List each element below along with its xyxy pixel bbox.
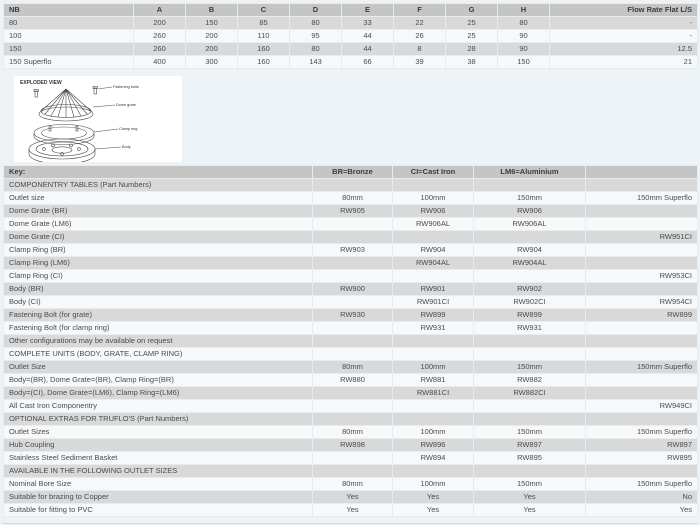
label-body: Body: [122, 145, 131, 149]
table-cell: 28: [446, 43, 498, 56]
table-cell: 150mm: [474, 361, 586, 374]
table-cell: COMPONENTRY TABLES (Part Numbers): [4, 179, 313, 192]
table-cell: Suitable for brazing to Copper: [4, 491, 313, 504]
table-cell: RW906: [393, 205, 474, 218]
exploded-view-title: EXPLODED VIEW: [20, 80, 62, 86]
table-cell: 150: [4, 43, 134, 56]
table-row: [4, 348, 698, 361]
table-cell: Suitable for fitting to PVC: [4, 504, 313, 517]
table-cell: 200: [134, 17, 186, 30]
table-row: [4, 270, 698, 283]
table-cell: RW903: [313, 244, 393, 257]
table-cell: RW881: [393, 374, 474, 387]
table-cell: RW902: [474, 283, 586, 296]
table-cell: RW882CI: [474, 387, 586, 400]
table-cell: [393, 400, 474, 413]
table-cell: [313, 452, 393, 465]
table-cell: Stainless Steel Sediment Basket: [4, 452, 313, 465]
table-cell: 200: [186, 43, 238, 56]
column-header: NB: [4, 4, 134, 17]
table-row: [4, 465, 698, 478]
table-cell: [313, 465, 393, 478]
table-cell: Outlet size: [4, 192, 313, 205]
table-cell: Yes: [313, 504, 393, 517]
table-cell: 100mm: [393, 478, 474, 491]
table-cell: 66: [342, 56, 394, 69]
table-row: [4, 218, 698, 231]
table-cell: 400: [134, 56, 186, 69]
table-cell: RW949CI: [586, 400, 698, 413]
table-row: [4, 309, 698, 322]
table-cell: RW897: [586, 439, 698, 452]
table-cell: 90: [498, 30, 550, 43]
table-cell: 150: [186, 17, 238, 30]
table-cell: Clamp Ring (LM6): [4, 257, 313, 270]
table-cell: RW931: [393, 322, 474, 335]
table-cell: 150mm: [474, 192, 586, 205]
table-cell: [586, 283, 698, 296]
table-cell: [586, 465, 698, 478]
table-cell: Yes: [313, 491, 393, 504]
table-cell: 150: [498, 56, 550, 69]
table-cell: RW899: [393, 309, 474, 322]
table-cell: [474, 348, 586, 361]
exploded-view-drawing: [14, 76, 182, 162]
table-cell: Body (BR): [4, 283, 313, 296]
table-cell: RW951CI: [586, 231, 698, 244]
table-row: [4, 322, 698, 335]
table-row: [4, 413, 698, 426]
table-cell: 100mm: [393, 192, 474, 205]
table-cell: 33: [342, 17, 394, 30]
table-cell: RW953CI: [586, 270, 698, 283]
table-cell: [586, 257, 698, 270]
table-cell: RW904: [393, 244, 474, 257]
table-cell: 160: [238, 56, 290, 69]
table-cell: Dome Grate (BR): [4, 205, 313, 218]
table-cell: 150mm Superflo: [586, 426, 698, 439]
table-cell: [393, 465, 474, 478]
key-header-row: [4, 166, 698, 179]
table-cell: [313, 348, 393, 361]
table-cell: Yes: [393, 504, 474, 517]
table-row: [4, 43, 698, 56]
table-cell: 44: [342, 30, 394, 43]
table-cell: Clamp Ring (CI): [4, 270, 313, 283]
table-cell: 25: [446, 30, 498, 43]
dimension-header-row: [4, 4, 698, 17]
table-cell: [313, 387, 393, 400]
table-cell: [586, 322, 698, 335]
table-cell: Nominal Bore Size: [4, 478, 313, 491]
table-cell: Body (CI): [4, 296, 313, 309]
table-cell: Fastening Bolt (for clamp ring): [4, 322, 313, 335]
table-cell: No: [586, 491, 698, 504]
table-cell: RW900: [313, 283, 393, 296]
table-cell: Yes: [474, 504, 586, 517]
table-cell: [313, 179, 393, 192]
label-clamp-ring: Clamp ring: [119, 127, 138, 131]
table-cell: 80mm: [313, 478, 393, 491]
table-cell: Body=(BR), Dome Grate=(BR), Clamp Ring=(BR): [4, 374, 313, 387]
table-cell: RW895: [586, 452, 698, 465]
table-cell: 38: [446, 56, 498, 69]
table-cell: 150mm Superflo: [586, 361, 698, 374]
table-cell: Yes: [474, 491, 586, 504]
column-header: C: [238, 4, 290, 17]
table-cell: [313, 270, 393, 283]
table-row: [4, 387, 698, 400]
table-row: [4, 452, 698, 465]
column-header: [586, 166, 698, 179]
table-cell: 150mm: [474, 426, 586, 439]
table-cell: 80: [290, 17, 342, 30]
table-cell: [586, 179, 698, 192]
table-cell: RW904AL: [474, 257, 586, 270]
table-cell: [586, 244, 698, 257]
column-header: H: [498, 4, 550, 17]
column-header: LM6=Aluminium: [474, 166, 586, 179]
column-header: CI=Cast Iron: [393, 166, 474, 179]
table-cell: RW930: [313, 309, 393, 322]
table-cell: Yes: [393, 491, 474, 504]
table-cell: [474, 179, 586, 192]
table-row: [4, 179, 698, 192]
table-cell: 22: [394, 17, 446, 30]
table-cell: 260: [134, 30, 186, 43]
table-cell: [393, 270, 474, 283]
table-cell: 160: [238, 43, 290, 56]
table-row: [4, 244, 698, 257]
table-row: [4, 400, 698, 413]
table-cell: RW898: [313, 439, 393, 452]
table-cell: 95: [290, 30, 342, 43]
column-header: G: [446, 4, 498, 17]
table-cell: RW906AL: [474, 218, 586, 231]
table-cell: [313, 296, 393, 309]
table-row: [4, 426, 698, 439]
table-cell: RW880: [313, 374, 393, 387]
table-row: [4, 478, 698, 491]
column-header: D: [290, 4, 342, 17]
table-row: [4, 231, 698, 244]
table-cell: RW906AL: [393, 218, 474, 231]
table-cell: All Cast Iron Componentry: [4, 400, 313, 413]
table-row: [4, 283, 698, 296]
exploded-view-figure: [14, 76, 182, 162]
table-cell: Other configurations may be available on request: [4, 335, 313, 348]
label-fastening-bolts: Fastening bolts: [113, 85, 139, 89]
table-cell: Yes: [586, 504, 698, 517]
table-cell: RW901: [393, 283, 474, 296]
table-cell: 150mm: [474, 478, 586, 491]
table-cell: RW931: [474, 322, 586, 335]
table-cell: AVAILABLE IN THE FOLLOWING OUTLET SIZES: [4, 465, 313, 478]
table-cell: 260: [134, 43, 186, 56]
table-cell: RW904: [474, 244, 586, 257]
table-row: [4, 374, 698, 387]
table-cell: Body=(CI), Dome Grate=(LM6), Clamp Ring=(LM6): [4, 387, 313, 400]
table-cell: 80mm: [313, 426, 393, 439]
table-cell: 80: [498, 17, 550, 30]
dome-grate-icon: [39, 89, 93, 121]
table-cell: 100: [4, 30, 134, 43]
label-dome-grate: Dome grate: [116, 103, 136, 107]
table-cell: [474, 400, 586, 413]
leader-lines: [93, 87, 121, 149]
table-cell: RW902CI: [474, 296, 586, 309]
table-cell: RW906: [474, 205, 586, 218]
table-cell: [393, 335, 474, 348]
table-cell: [586, 205, 698, 218]
table-row: [4, 30, 698, 43]
table-cell: 12.5: [550, 43, 698, 56]
table-row: [4, 504, 698, 517]
table-cell: [393, 179, 474, 192]
table-cell: COMPLETE UNITS (BODY, GRATE, CLAMP RING): [4, 348, 313, 361]
table-cell: RW897: [474, 439, 586, 452]
table-row: [4, 205, 698, 218]
table-cell: [474, 413, 586, 426]
table-cell: OPTIONAL EXTRAS FOR TRUFLO'S (Part Numbers): [4, 413, 313, 426]
table-cell: 8: [394, 43, 446, 56]
table-row: [4, 257, 698, 270]
table-cell: 21: [550, 56, 698, 69]
clamp-ring-icon: [34, 125, 94, 145]
table-cell: Fastening Bolt (for grate): [4, 309, 313, 322]
key-table: [3, 165, 698, 517]
column-header: Flow Rate Flat L/S: [550, 4, 698, 17]
table-cell: 80mm: [313, 361, 393, 374]
table-cell: RW895: [474, 452, 586, 465]
table-cell: [393, 231, 474, 244]
table-cell: Outlet Size: [4, 361, 313, 374]
table-row: [4, 439, 698, 452]
table-cell: 200: [186, 30, 238, 43]
table-cell: 150mm Superflo: [586, 192, 698, 205]
table-row: [4, 335, 698, 348]
table-cell: [586, 218, 698, 231]
table-cell: [393, 348, 474, 361]
table-cell: 80mm: [313, 192, 393, 205]
table-cell: RW899: [474, 309, 586, 322]
table-cell: 100mm: [393, 426, 474, 439]
table-cell: [393, 413, 474, 426]
table-cell: 110: [238, 30, 290, 43]
table-cell: 143: [290, 56, 342, 69]
table-row: [4, 56, 698, 69]
table-cell: [586, 348, 698, 361]
table-cell: -: [550, 17, 698, 30]
table-cell: Hub Coupling: [4, 439, 313, 452]
table-row: [4, 296, 698, 309]
table-row: [4, 491, 698, 504]
table-cell: 300: [186, 56, 238, 69]
table-cell: RW905: [313, 205, 393, 218]
table-cell: [313, 218, 393, 231]
table-cell: RW904AL: [393, 257, 474, 270]
table-cell: [313, 413, 393, 426]
table-cell: [474, 231, 586, 244]
table-cell: [474, 270, 586, 283]
table-cell: [474, 465, 586, 478]
table-cell: RW954CI: [586, 296, 698, 309]
dimension-table: [3, 3, 698, 69]
body-icon: [29, 139, 95, 162]
table-cell: [586, 335, 698, 348]
table-cell: [586, 413, 698, 426]
column-header: A: [134, 4, 186, 17]
table-cell: 85: [238, 17, 290, 30]
table-cell: Dome Grate (LM6): [4, 218, 313, 231]
table-row: [4, 192, 698, 205]
table-cell: RW896: [393, 439, 474, 452]
table-cell: Clamp Ring (BR): [4, 244, 313, 257]
table-cell: 90: [498, 43, 550, 56]
table-cell: 39: [394, 56, 446, 69]
table-cell: 44: [342, 43, 394, 56]
table-cell: [313, 335, 393, 348]
table-cell: [313, 231, 393, 244]
table-cell: [313, 322, 393, 335]
column-header: E: [342, 4, 394, 17]
bottom-divider: [3, 523, 697, 524]
table-cell: RW882: [474, 374, 586, 387]
column-header: F: [394, 4, 446, 17]
column-header: BR=Bronze: [313, 166, 393, 179]
table-cell: 80: [4, 17, 134, 30]
table-cell: RW901CI: [393, 296, 474, 309]
table-cell: RW899: [586, 309, 698, 322]
table-cell: Outlet Sizes: [4, 426, 313, 439]
table-cell: 150mm Superflo: [586, 478, 698, 491]
table-cell: [586, 374, 698, 387]
table-row: [4, 17, 698, 30]
table-cell: 25: [446, 17, 498, 30]
table-cell: [313, 400, 393, 413]
table-cell: [313, 257, 393, 270]
table-cell: 26: [394, 30, 446, 43]
table-cell: RW881CI: [393, 387, 474, 400]
figure-band: [3, 69, 697, 165]
table-cell: [586, 387, 698, 400]
table-cell: 150 Superflo: [4, 56, 134, 69]
table-cell: Dome Grate (CI): [4, 231, 313, 244]
table-cell: RW894: [393, 452, 474, 465]
table-cell: 100mm: [393, 361, 474, 374]
table-cell: -: [550, 30, 698, 43]
column-header: B: [186, 4, 238, 17]
table-cell: 80: [290, 43, 342, 56]
fastening-bolt-icon: [34, 87, 97, 98]
column-header: Key:: [4, 166, 313, 179]
table-row: [4, 361, 698, 374]
table-cell: [474, 335, 586, 348]
